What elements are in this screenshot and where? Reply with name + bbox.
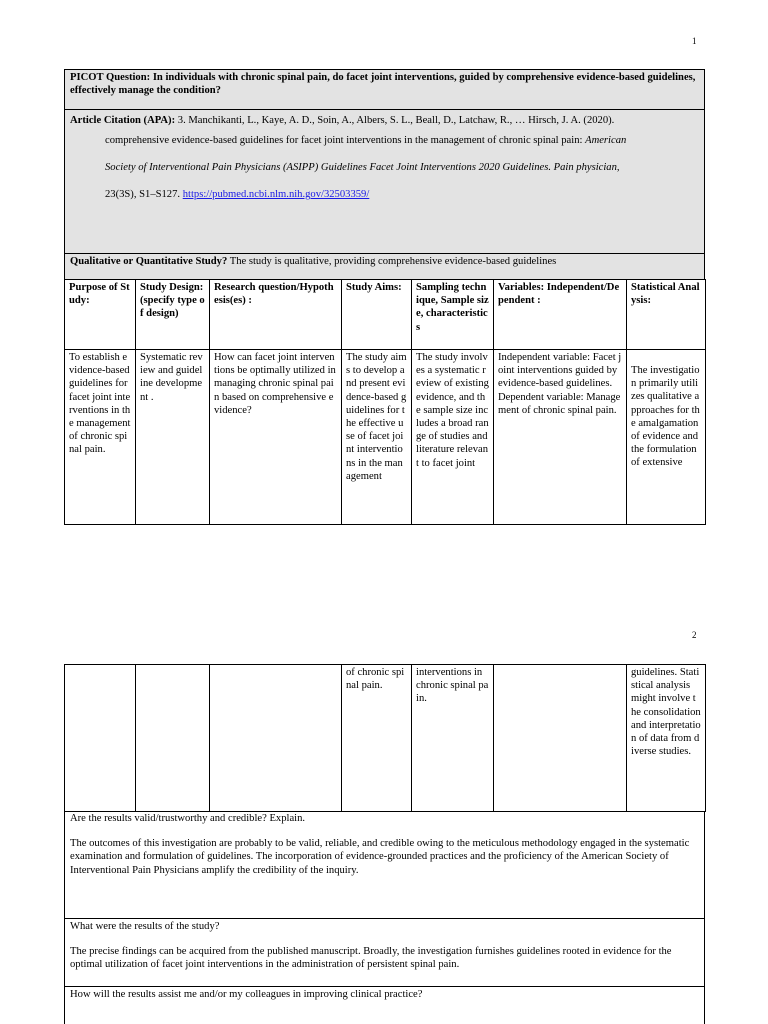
cell-aims: The study aims to develop and present evidence-based guidelines for the effective use of facet joint interventions in the management	[342, 350, 412, 525]
study-type	[65, 254, 704, 279]
picot-question	[65, 70, 704, 110]
cell-statistics: The investigation primarily utilizes qualitative approaches for the amalgamation of evidence and the formulation of extensive	[627, 350, 706, 525]
validity-question: Are the results valid/trustworthy and credible? Explain.	[70, 813, 306, 824]
cell-aims-cont: of chronic spinal pain.	[342, 665, 412, 812]
clinical-practice-question: How will the results assist me and/or my colleagues in improving clinical practice?	[70, 989, 423, 1000]
table-row	[65, 350, 706, 525]
header-research-question: Research question/Hypothesis(es) :	[210, 280, 342, 350]
picot-label: PICOT Question:	[70, 72, 151, 83]
clinical-practice-section	[64, 987, 705, 1024]
citation-line2-italic: American	[585, 135, 627, 147]
table-header-row	[65, 280, 706, 350]
study-type-text: The study is qualitative, providing comprehensive evidence-based guidelines	[229, 256, 557, 267]
header-design: Study Design: (specify type of design)	[136, 280, 210, 350]
results-answer: The precise findings can be acquired from the published manuscript. Broadly, the investigation furnishes guidelines rooted in evidence for the optimal utilization of facet joint interventions in the administration of persistent spinal pain.	[70, 946, 672, 971]
citation-line3: Society of Interventional Pain Physicians (ASIPP) Guidelines Facet Joint Interventions 2020 Guidelines. Pain physician,	[105, 162, 620, 174]
cell-research-question-cont	[210, 665, 342, 812]
cell-design: Systematic review and guideline development .	[136, 350, 210, 525]
cell-design-cont	[136, 665, 210, 812]
citation-line2: comprehensive evidence-based guidelines for facet joint interventions in the management of chronic spinal pain:	[105, 135, 583, 147]
citation-line4: 23(3S), S1–S127.	[105, 189, 181, 201]
header-variables: Variables: Independent/Dependent :	[494, 280, 627, 350]
results-question: What were the results of the study?	[70, 921, 220, 932]
cell-statistics-cont: guidelines. Statistical analysis might involve the consolidation and interpretation of data from diverse studies.	[627, 665, 706, 812]
article-citation	[65, 110, 704, 254]
citation-url-link[interactable]: https://pubmed.ncbi.nlm.nih.gov/32503359/	[182, 189, 370, 201]
study-type-label: Qualitative or Quantitative Study?	[70, 256, 228, 267]
header-statistics: Statistical Analysis:	[627, 280, 706, 350]
header-purpose: Purpose of Study:	[65, 280, 136, 350]
cell-sampling: The study involves a systematic review of existing evidence, and the sample size includes a broad range of studies and literature relevant to facet joint	[412, 350, 494, 525]
cell-purpose: To establish evidence-based guidelines for facet joint interventions in the management of chronic spinal pain.	[65, 350, 136, 525]
citation-line1: 3. Manchikanti, L., Kaye, A. D., Soin, A., Albers, S. L., Beall, D., Latchaw, R., … Hirsch, J. A. (2020).	[177, 115, 615, 126]
header-aims: Study Aims:	[342, 280, 412, 350]
appraisal-table-page2	[64, 664, 706, 812]
header-sampling: Sampling technique, Sample size, characteristics	[412, 280, 494, 350]
page-number-1: 1	[692, 36, 697, 46]
appraisal-table-page1	[64, 279, 706, 525]
cell-variables-cont	[494, 665, 627, 812]
citation-label: Article Citation (APA):	[70, 115, 176, 126]
results-section	[64, 919, 705, 987]
cell-purpose-cont	[65, 665, 136, 812]
picot-text: In individuals with chronic spinal pain, do facet joint interventions, guided by comprehensive evidence-based guidelines, effectively manage the condition?	[70, 72, 696, 97]
cell-sampling-cont: interventions in chronic spinal pain.	[412, 665, 494, 812]
validity-answer: The outcomes of this investigation are probably to be valid, reliable, and credible owing to the meticulous methodology engaged in the systematic examination and formulation of guidelines. The incorporation of evidence-grounded practices and the proficiency of the American Society of Interventional Pain Physicians amplify the credibility of the inquiry.	[70, 838, 690, 876]
validity-section	[64, 811, 705, 919]
cell-variables: Independent variable: Facet joint interventions guided by evidence-based guidelines. Dependent variable: Management of chronic spinal pain.	[494, 350, 627, 525]
table-row	[65, 665, 706, 812]
page-number-2: 2	[692, 630, 697, 640]
cell-research-question: How can facet joint interventions be optimally utilized in managing chronic spinal pain based on comprehensive evidence?	[210, 350, 342, 525]
picot-header-block	[64, 69, 705, 280]
